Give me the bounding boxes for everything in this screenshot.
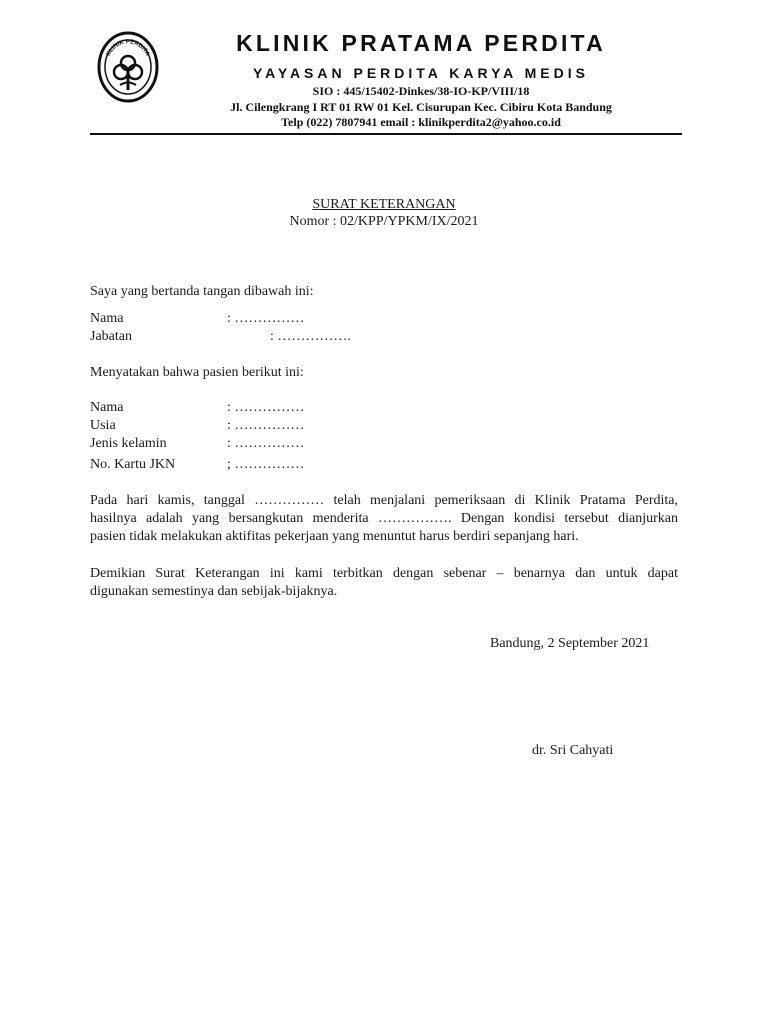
foundation-name: YAYASAN PERDITA KARYA MEDIS — [253, 65, 589, 81]
clinic-name: KLINIK PRATAMA PERDITA — [236, 30, 606, 56]
place-and-date: Bandung, 2 September 2021 — [490, 636, 650, 651]
patient-name-value: : …………… — [227, 400, 305, 415]
patient-intro: Menyatakan bahwa pasien berikut ini: — [90, 365, 304, 380]
paragraph-line: Demikian Surat Keterangan ini kami terbitkan dengan sebenar – benarnya dan untuk dapat — [90, 566, 678, 581]
patient-jkn-label: No. Kartu JKN — [90, 457, 176, 472]
signatory-intro: Saya yang bertanda tangan dibawah ini: — [90, 284, 314, 299]
paragraph-line: hasilnya adalah yang bersangkutan menderita ……………. Dengan kondisi tersebut dianjurkan — [90, 511, 678, 526]
letterhead-divider — [90, 133, 682, 135]
clinic-contact: Telp (022) 7807941 email : klinikperdita2@yahoo.co.id — [281, 115, 561, 129]
patient-sex-value: : …………… — [227, 436, 305, 451]
clinic-logo — [96, 30, 160, 104]
paragraph-line: digunakan semestinya dan sebijak-bijaknya. — [90, 584, 338, 599]
paragraph-line: pasien tidak melakukan aktifitas pekerjaan yang menuntut harus berdiri sepanjang hari. — [90, 529, 579, 544]
logo-text: KLINIK PERDITA — [105, 39, 151, 58]
patient-sex-label: Jenis kelamin — [90, 436, 167, 451]
examination-paragraph — [90, 492, 678, 546]
patient-jkn-value: ; …………… — [227, 457, 305, 472]
patient-name-label: Nama — [90, 400, 124, 415]
signatory-position-label: Jabatan — [90, 329, 132, 344]
signatory-name-value: : …………… — [227, 311, 305, 326]
patient-age-label: Usia — [90, 418, 116, 433]
document-number: Nomor : 02/KPP/YPKM/IX/2021 — [289, 214, 479, 229]
signatory-position-value: : ……………. — [270, 329, 351, 344]
patient-age-value: : …………… — [227, 418, 305, 433]
license-number: SIO : 445/15402-Dinkes/38-IO-KP/VIII/18 — [312, 84, 530, 98]
paragraph-line: Pada hari kamis, tanggal …………… telah menjalani pemeriksaan di Klinik Pratama Perdita, — [90, 493, 678, 508]
signer-name: dr. Sri Cahyati — [532, 743, 614, 758]
closing-paragraph — [90, 565, 678, 601]
document-title: SURAT KETERANGAN — [312, 197, 456, 212]
signatory-name-label: Nama — [90, 311, 124, 326]
clinic-address: Jl. Cilengkrang I RT 01 RW 01 Kel. Cisurupan Kec. Cibiru Kota Bandung — [230, 100, 612, 114]
